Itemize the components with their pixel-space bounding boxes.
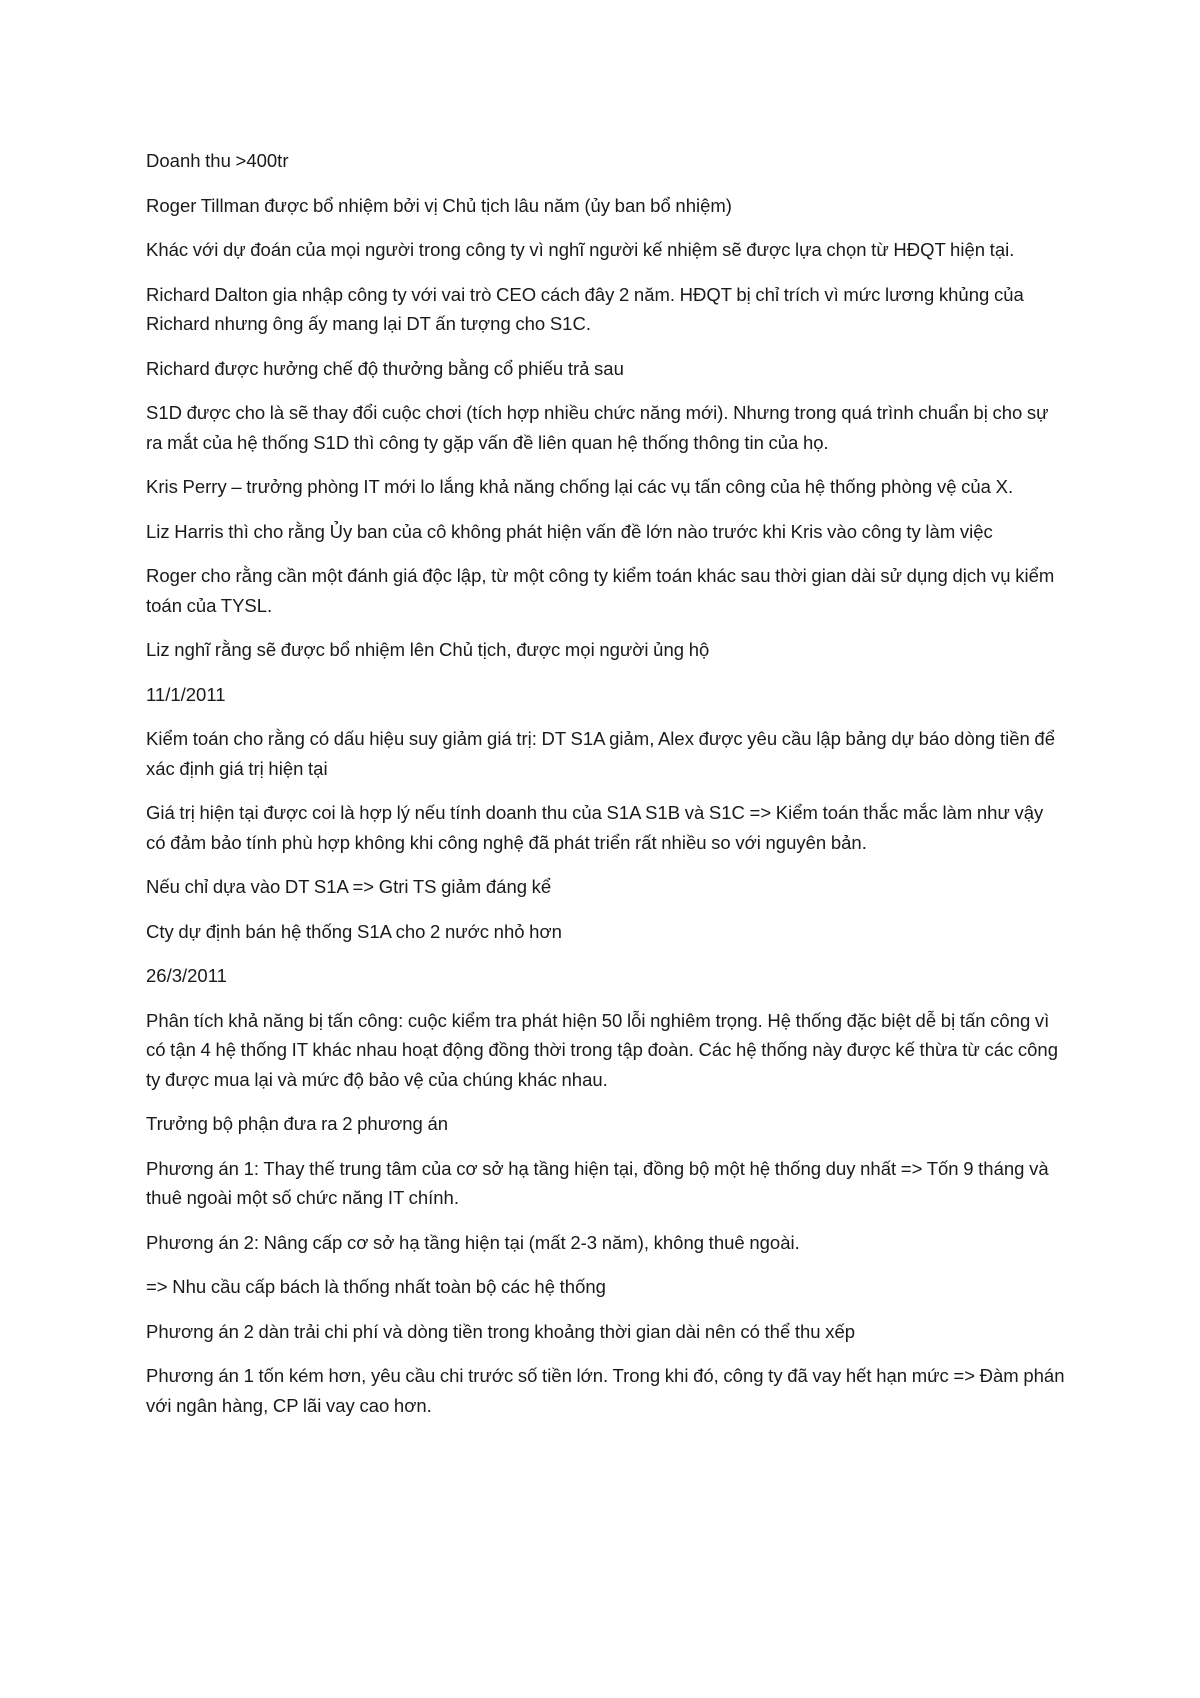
paragraph-unexpected-choice: Khác với dự đoán của mọi người trong công ty vì nghĩ người kế nhiệm sẽ được lựa chọn từ HĐQT hiện tại. [146, 239, 1015, 260]
paragraph-liz-chair: Liz nghĩ rằng sẽ được bổ nhiệm lên Chủ tịch, được mọi người ủng hộ [146, 639, 710, 660]
paragraph-richard-dalton: Richard Dalton gia nhập công ty với vai trò CEO cách đây 2 năm. HĐQT bị chỉ trích vì mức lương khủng của Richard nhưng ông ấy mang lại DT ấn tượng cho S1C. [146, 283, 1024, 334]
date-heading-2: 26/3/2011 [146, 965, 227, 986]
document-body [146, 146, 1066, 1435]
paragraph-revenue: Doanh thu >400tr [146, 150, 289, 171]
paragraph-option-1: Phương án 1: Thay thế trung tâm của cơ sở hạ tầng hiện tại, đồng bộ một hệ thống duy nhất => Tốn 9 tháng và thuê ngoài một số chức năng IT chính. [146, 1157, 1049, 1208]
date-heading-1: 11/1/2011 [146, 683, 226, 705]
paragraph-kris-perry: Kris Perry – trưởng phòng IT mới lo lắng khả năng chống lại các vụ tấn công của hệ thống phòng vệ của X. [146, 476, 1014, 497]
paragraph-option-2-cost: Phương án 2 dàn trải chi phí và dòng tiền trong khoảng thời gian dài nên có thể thu xếp [146, 1320, 856, 1342]
paragraph-attack-analysis: Phân tích khả năng bị tấn công: cuộc kiểm tra phát hiện 50 lỗi nghiêm trọng. Hệ thống đặc biệt dễ bị tấn công vì có tận 4 hệ thống IT khác nhau hoạt động đồng thời trong tập đoàn. Các hệ thống này được kế thừa từ các công ty được mua lại và mức độ bảo vệ của chúng khác nhau. [146, 1009, 1059, 1090]
paragraph-impairment: Kiểm toán cho rằng có dấu hiệu suy giảm giá trị: DT S1A giảm, Alex được yêu cầu lập bảng dự báo dòng tiền để xác định giá trị hiện tại [146, 728, 1056, 779]
paragraph-sell-s1a: Cty dự định bán hệ thống S1A cho 2 nước nhỏ hơn [146, 920, 562, 942]
paragraph-urgent-need: => Nhu cầu cấp bách là thống nhất toàn bộ các hệ thống [146, 1276, 606, 1297]
paragraph-richard-bonus: Richard được hưởng chế độ thưởng bằng cổ phiếu trả sau [146, 357, 624, 379]
paragraph-liz-harris: Liz Harris thì cho rằng Ủy ban của cô không phát hiện vấn đề lớn nào trước khi Kris vào công ty làm việc [146, 520, 993, 542]
paragraph-roger-audit: Roger cho rằng cần một đánh giá độc lập, từ một công ty kiểm toán khác sau thời gian dài sử dụng dịch vụ kiểm toán của TYSL. [146, 565, 1055, 616]
paragraph-roger-appointed: Roger Tillman được bổ nhiệm bởi vị Chủ tịch lâu năm (ủy ban bổ nhiệm) [146, 194, 732, 216]
paragraph-option-2: Phương án 2: Nâng cấp cơ sở hạ tầng hiện tại (mất 2-3 năm), không thuê ngoài. [146, 1231, 800, 1253]
paragraph-two-options: Trưởng bộ phận đưa ra 2 phương án [146, 1113, 449, 1134]
paragraph-s1d: S1D được cho là sẽ thay đổi cuộc chơi (tích hợp nhiều chức năng mới). Nhưng trong quá trình chuẩn bị cho sự ra mắt của hệ thống S1D thì công ty gặp vấn đề liên quan hệ thống thông tin của họ. [146, 402, 1049, 453]
paragraph-s1a-only: Nếu chỉ dựa vào DT S1A => Gtri TS giảm đáng kể [146, 876, 552, 897]
paragraph-option-1-cost: Phương án 1 tốn kém hơn, yêu cầu chi trước số tiền lớn. Trong khi đó, công ty đã vay hết hạn mức => Đàm phán với ngân hàng, CP lãi vay cao hơn. [146, 1365, 1065, 1416]
paragraph-present-value: Giá trị hiện tại được coi là hợp lý nếu tính doanh thu của S1A S1B và S1C => Kiểm toán thắc mắc làm như vậy có đảm bảo tính phù hợp không khi công nghệ đã phát triển rất nhiều so với nguyên bản. [146, 802, 1044, 853]
